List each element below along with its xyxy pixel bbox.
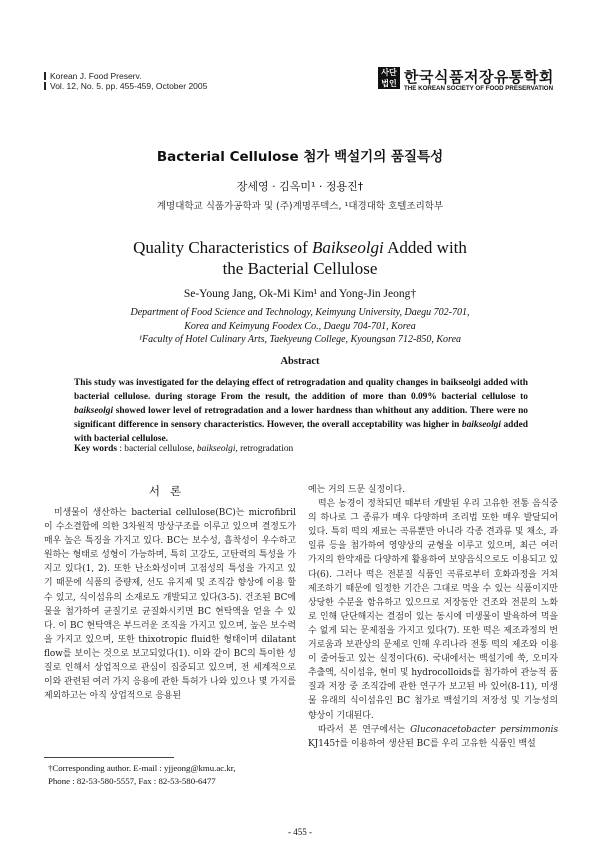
society-logo — [378, 66, 578, 94]
contact-phone-fax: Phone : 82-53-580-5557, Fax : 82-53-580-6477 — [48, 776, 216, 786]
english-affiliation: Department of Food Science and Technology, Keimyung University, Daegu 702-701, Korea and Keimyung Foodex Co., Daegu 704-701, Korea ¹Faculty of Hotel Culinary Arts, Taekyeung College, Kyoungsan 712-850, Korea — [130, 307, 470, 345]
society-mark: 사단법인 — [378, 67, 400, 89]
bar-marker — [44, 72, 46, 80]
korean-affiliation: 계명대학교 식품가공학과 및 (주)계명푸덱스, ¹대경대학 호텔조리학부 — [156, 201, 444, 212]
journal-line-2: Vol. 12, No. 5. pp. 455-459, October 2005 — [44, 81, 207, 91]
english-authors: Se-Young Jang, Ok-Mi Kim¹ and Yong-Jin Jeong† — [183, 288, 417, 300]
keywords: Key words : bacterial cellulose, baikseolgi, retrogradation — [74, 444, 294, 454]
paragraph: 예는 거의 드문 실정이다. — [308, 485, 406, 495]
title-italic: Baikseolgi — [312, 238, 384, 257]
footnote-divider — [44, 757, 174, 758]
abstract-heading: Abstract — [280, 356, 320, 367]
paragraph: 떡은 농경이 정착되던 때부터 개발된 우리 고유한 전통 음식중의 하나로 그 종류가 매우 다양하며 조리법 또한 매우 발달되어 있다. 특히 떡의 재료는 곡류뿐만 아니라 각종 견과류 및 채소, 과일류 등을 첨가하여 영양상의 균형을 이루고 있으며, 최근 여러 가지의 한약재를 다양하게 활용하여 보양음식으로도 이용되고 있다(6). 그러나 떡은 전분질 식품인 곡류로부터 호화과정을 거쳐 제조하기 때문에 일정한 기간은 그대로 먹을 수 있는 식품이지만 상당한 수분을 함유하고 있으므로 저장동안 건조와 전분의 노화로 인해 단단해지는 결점이 있는 동시에 미생물이 발육하여 먹을 수 없게 되는 문제점을 가지고 있다(7). 또한 떡은 제조과정의 번거로움과 보관상의 문제로 인해 우리나라 전통 떡의 제조와 이용이 줄어들고 있는 실정이다(6). 국내에서는 백설기에 쑥, 오미자 추출액, 식이섬유, 현미 및 hydrocolloids를 첨가하여 관능적 품질과 저장 중 조직감에 관한 연구가 보고된 바 있어(8-11), 미생물 유래의 식이섬유인 BC 첨가로 백설기의 저장성 및 기능성의 향상이 기대된다. — [308, 499, 558, 721]
society-name-en: THE KOREAN SOCIETY OF FOOD PRESERVATION — [404, 85, 554, 92]
footnote — [48, 762, 298, 788]
corresponding-author: †Corresponding author. E-mail : yjjeong@kmu.ac.kr, — [48, 763, 236, 773]
english-title: Quality Characteristics of Baikseolgi Added with the Bacterial Cellulose — [133, 238, 467, 278]
korean-authors: 장세영 · 김옥미¹ · 정용진† — [236, 180, 364, 193]
body-column-left: 미생물이 생산하는 bacterial cellulose(BC)는 microfibril이 수소결합에 의한 3차원적 망상구조를 이루고 있으며 결정도가 매우 높은 특징을 가지고 있다. BC는 보수성, 흡착성이 우수하고 원하는 형태로 성형이 가능하며, 특히 고강도, 고탄력의 특성을 가지고 있다(1, 2). 또한 난소화성이며 고점성의 특성을 가지고 있기 때문에 식품의 증량제, 선도 유지제 및 조직감 향상에 이용 할 수 있고, 식이섬유의 소재로도 개발되고 있다(3-5). 건조된 BC에 물을 첨가하여 균질기로 균질화시키면 BC 현탁액을 얻을 수 있다. 이 BC 현탁액은 부드러운 조직을 가지고 있으며, 높은 보수력을 가지고 있으며, 또한 thixotropic fluid한 형태이며 dilatant flow를 보이는 것으로 보고되었다(1). 이와 같이 BC의 특이한 성질로 인해서 상업적으로 관심이 집중되고 있으며, 전 세계적으로 이와 관련된 여러 가지 응용에 관한 특허가 나와 있으나 몇 가지를 제외하고는 아직 상업적으로 응용된 — [44, 508, 296, 702]
section-heading-intro: 서론 — [148, 484, 192, 498]
paragraph: 따라서 본 연구에서는 Gluconacetobacter persimmonis KJ145†를 이용하여 생산된 BC를 우리 고유한 식품인 백설 — [308, 724, 559, 749]
society-name-ko: 한국식품저장유통학회 — [404, 68, 554, 86]
korean-title: Bacterial Cellulose 첨가 백설기의 품질특성 — [156, 149, 444, 165]
abstract-text: This study was investigated for the delaying effect of retrogradation and quality changes in baikseolgi added with bacterial cellulose. during storage From the result, the addition of more than 0.09% bacterial cellulose to baikseolgi showed lower level of retrogradation and a lower hardness than whithout any addition. There were no significant difference in sensory characteristics. However, the overall acceptability was higher in baikseolgi added with bacterial cellulose. — [74, 378, 528, 445]
body-column-right — [308, 483, 558, 751]
page-number: - 455 - — [288, 827, 312, 837]
journal-info — [44, 71, 207, 91]
journal-line-1: Korean J. Food Preserv. — [44, 71, 207, 81]
bar-marker — [44, 82, 46, 90]
